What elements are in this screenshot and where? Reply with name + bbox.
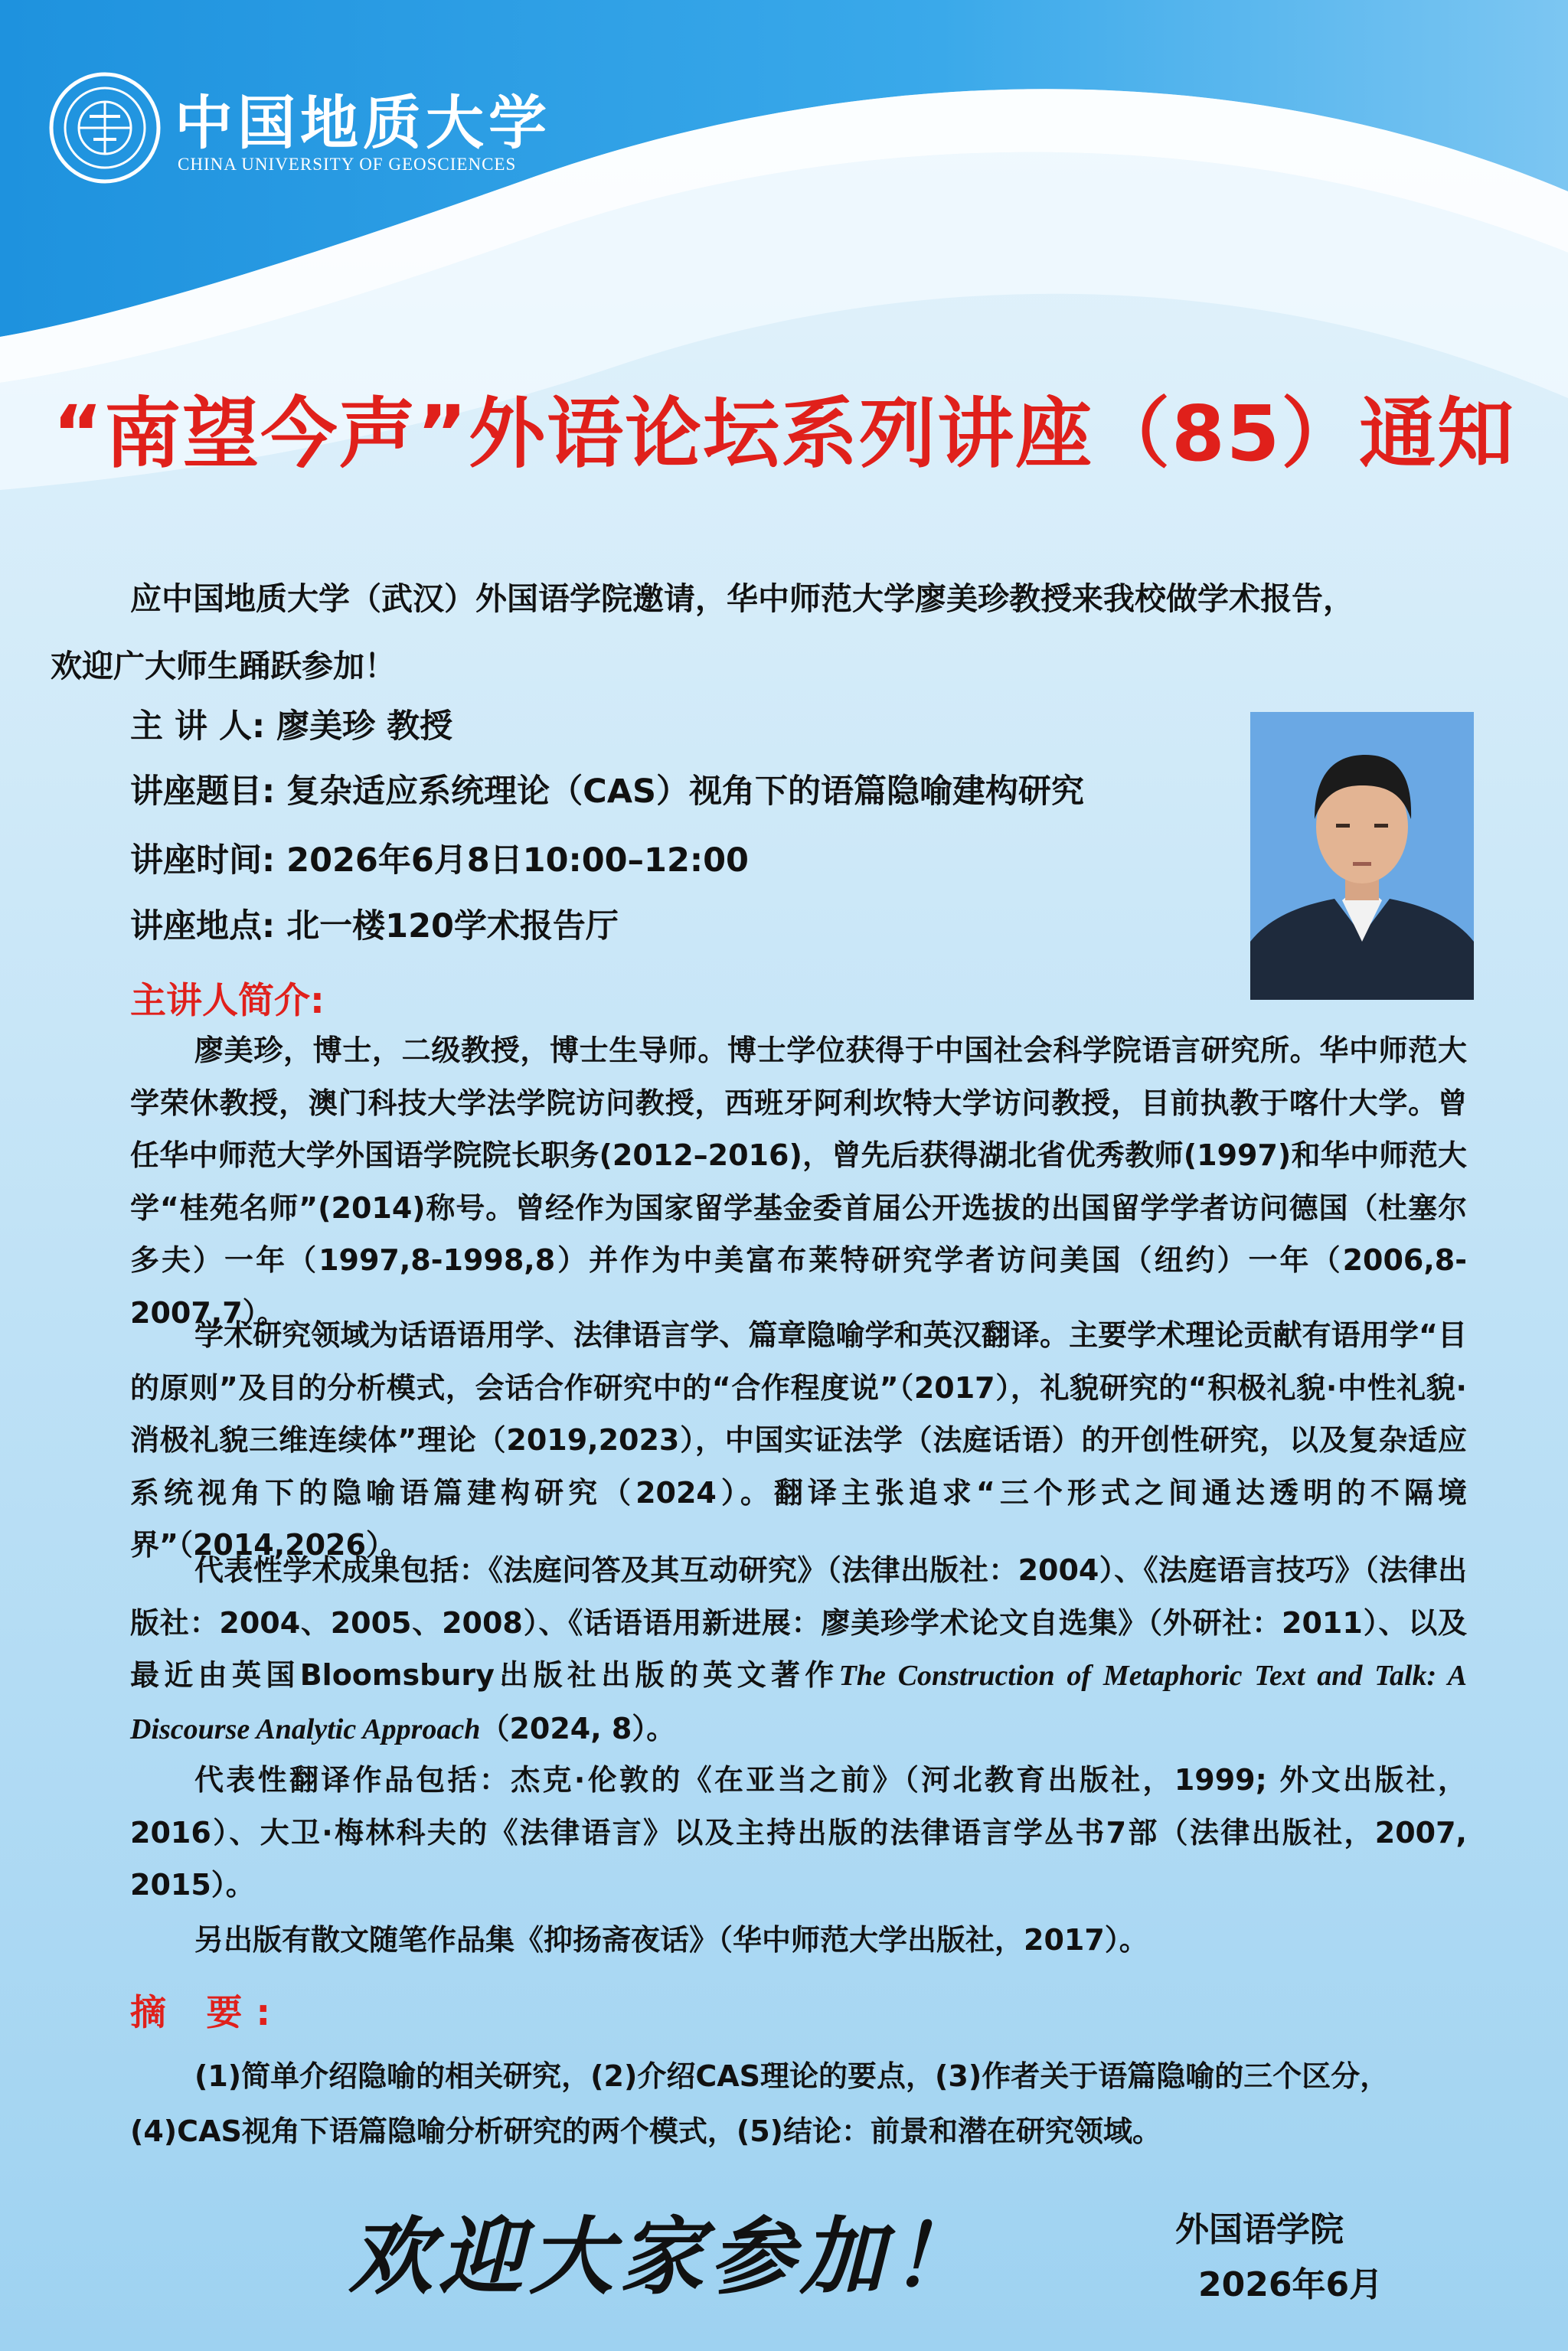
topic-field: 讲座题目: 复杂适应系统理论（CAS）视角下的语篇隐喻建构研究 [130, 772, 1084, 811]
speaker-photo [1250, 712, 1474, 1000]
location-field: 讲座地点: 北一楼120学术报告厅 [130, 907, 619, 945]
book-title: The Construction of Metaphoric Text and Talk: A Discourse Analytic Approach [130, 1660, 1467, 1745]
bio-paragraph-3 [130, 1544, 1467, 1755]
university-name-cn: 中国地质大学 [175, 89, 551, 157]
welcome-slogan: 欢迎大家参加！ [348, 2207, 981, 2306]
bio-heading: 主讲人简介: [130, 980, 325, 1022]
university-seal-icon [47, 70, 162, 185]
intro-paragraph: 应中国地质大学（武汉）外国语学院邀请，华中师范大学廖美珍教授来我校做学术报告，欢迎广大师生踊跃参加！ [51, 580, 1354, 684]
bio-paragraph-4: 代表性翻译作品包括：杰克·伦敦的《在亚当之前》（河北教育出版社，1999; 外文出版社，2016）、大卫·梅林科夫的《法律语言》以及主持出版的法律语言学丛书7部（法律出版社，2007, 2015）。 [130, 1763, 1467, 1902]
organizer: 外国语学院 [1175, 2210, 1344, 2249]
university-name-en: CHINA UNIVERSITY OF GEOSCIENCES [178, 155, 517, 174]
bio-paragraph-1: 廖美珍，博士，二级教授，博士生导师。博士学位获得于中国社会科学院语言研究所。华中师范大学荣休教授，澳门科技大学法学院访问教授，西班牙阿利坎特大学访问教授，目前执教于喀什大学。曾任华中师范大学外国语学院院长职务(2012–2016)，曾先后获得湖北省优秀教师(1997)和华中师范大学“桂苑名师”(2014)称号。曾经作为国家留学基金委首届公开选拔的出国留学学者访问德国（杜塞尔多夫）一年（1997,8-1998,8）并作为中美富布莱特研究学者访问美国（纽约）一年（2006,8-2007,7）。 [130, 1033, 1467, 1330]
abstract-heading: 摘 要: [130, 1992, 285, 2034]
time-field: 讲座时间: 2026年6月8日10:00–12:00 [130, 841, 749, 880]
bio-paragraph-2: 学术研究领域为话语语用学、法律语言学、篇章隐喻学和英汉翻译。主要学术理论贡献有语用学“目的原则”及目的分析模式，会话合作研究中的“合作程度说”（2017），礼貌研究的“积极礼貌·中性礼貌·消极礼貌三维连续体”理论（2019,2023），中国实证法学（法庭话语）的开创性研究，以及复杂适应系统视角下的隐喻语篇建构研究（2024）。翻译主张追求“三个形式之间通达透明的不隔境界”（2014,2026）。 [130, 1318, 1467, 1562]
abstract-text: (1)简单介绍隐喻的相关研究，(2)介绍CAS理论的要点，(3)作者关于语篇隐喻的三个区分，(4)CAS视角下语篇隐喻分析研究的两个模式，(5)结论：前景和潜在研究领域。 [130, 2059, 1390, 2148]
speaker-field: 主 讲 人: 廖美珍 教授 [130, 707, 453, 746]
bio-paragraph-3-text: 代表性学术成果包括：《法庭问答及其互动研究》（法律出版社：2004）、《法庭语言技巧》（法律出版社：2004、2005、2008）、《话语语用新进展：廖美珍学术论文自选集》（外研社：2011）、以及最近由英国Bloomsbury出版社出版的英文著作 [130, 1553, 1467, 1692]
bio-paragraph-5: 另出版有散文随笔作品集《抑扬斋夜话》（华中师范大学出版社，2017）。 [194, 1923, 1148, 1957]
notice-date: 2026年6月 [1198, 2265, 1383, 2304]
page-title: “南望今声”外语论坛系列讲座（85）通知 [52, 389, 1516, 478]
bio-paragraph-3-tail: （2024, 8）。 [480, 1711, 676, 1745]
